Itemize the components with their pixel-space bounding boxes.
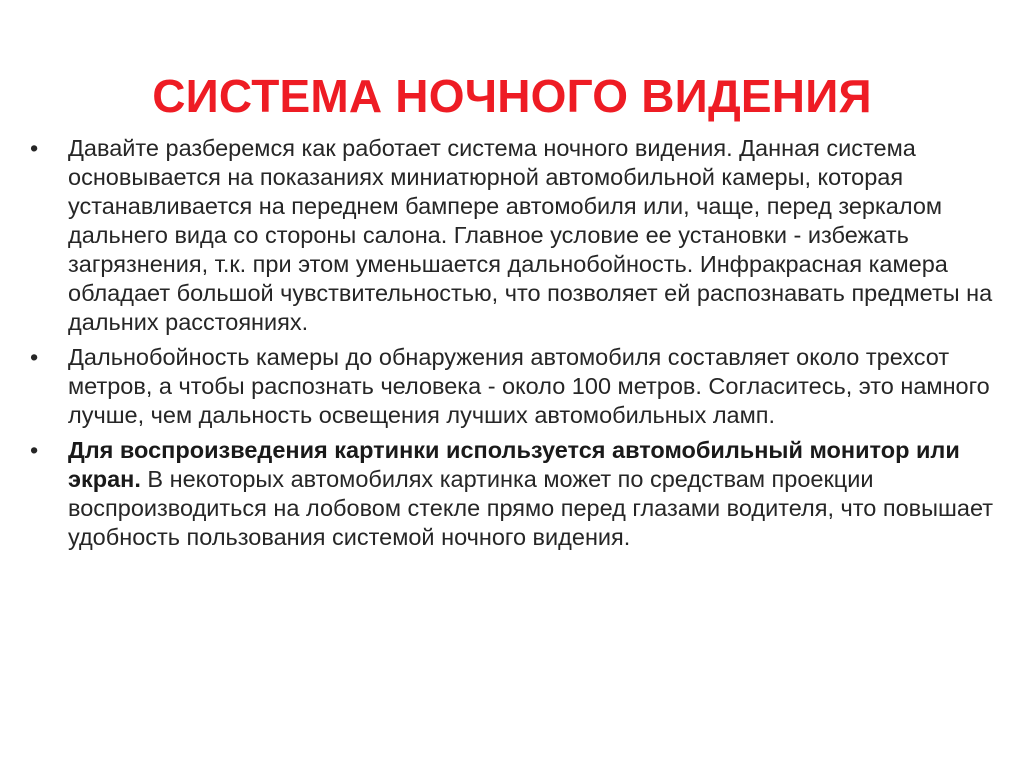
bullet-text: В некоторых автомобилях картинка может по средствам проекции воспроизводиться на лобовом стекле прямо перед глазами водителя, что повышает удобность пользования системой ночного видения. bbox=[68, 466, 994, 550]
bullet-item-1 bbox=[28, 134, 993, 337]
bullet-bold-text: Для воспроизведения картинки используется автомобильный монитор или экран. bbox=[68, 437, 960, 492]
bullet-list bbox=[28, 134, 993, 558]
bullet-text: Дальнобойность камеры до обнаружения автомобиля составляет около трехсот метров, а чтобы распознать человека - около 100 метров. Согласитесь, это намного лучше, чем дальность освещения лучших автомобильных ламп. bbox=[68, 344, 990, 428]
bullet-text: Давайте разберемся как работает система ночного видения. Данная система основывается на показаниях миниатюрной автомобильной камеры, которая устанавливается на переднем бампере автомобиля или, чаще, перед зеркалом дальнего вида со стороны салона. Главное условие ее установки - избежать загрязнения, т.к. при этом уменьшается дальнобойность. Инфракрасная камера обладает большой чувствительностью, что позволяет ей распознавать предметы на дальних расстояниях. bbox=[68, 135, 993, 335]
bullet-icon: • bbox=[30, 135, 39, 161]
bullet-icon: • bbox=[30, 344, 39, 370]
bullet-icon: • bbox=[30, 437, 39, 463]
slide-title: СИСТЕМА НОЧНОГО ВИДЕНИЯ bbox=[152, 70, 872, 122]
bullet-item-2 bbox=[28, 343, 993, 430]
bullet-item-3 bbox=[28, 436, 993, 552]
